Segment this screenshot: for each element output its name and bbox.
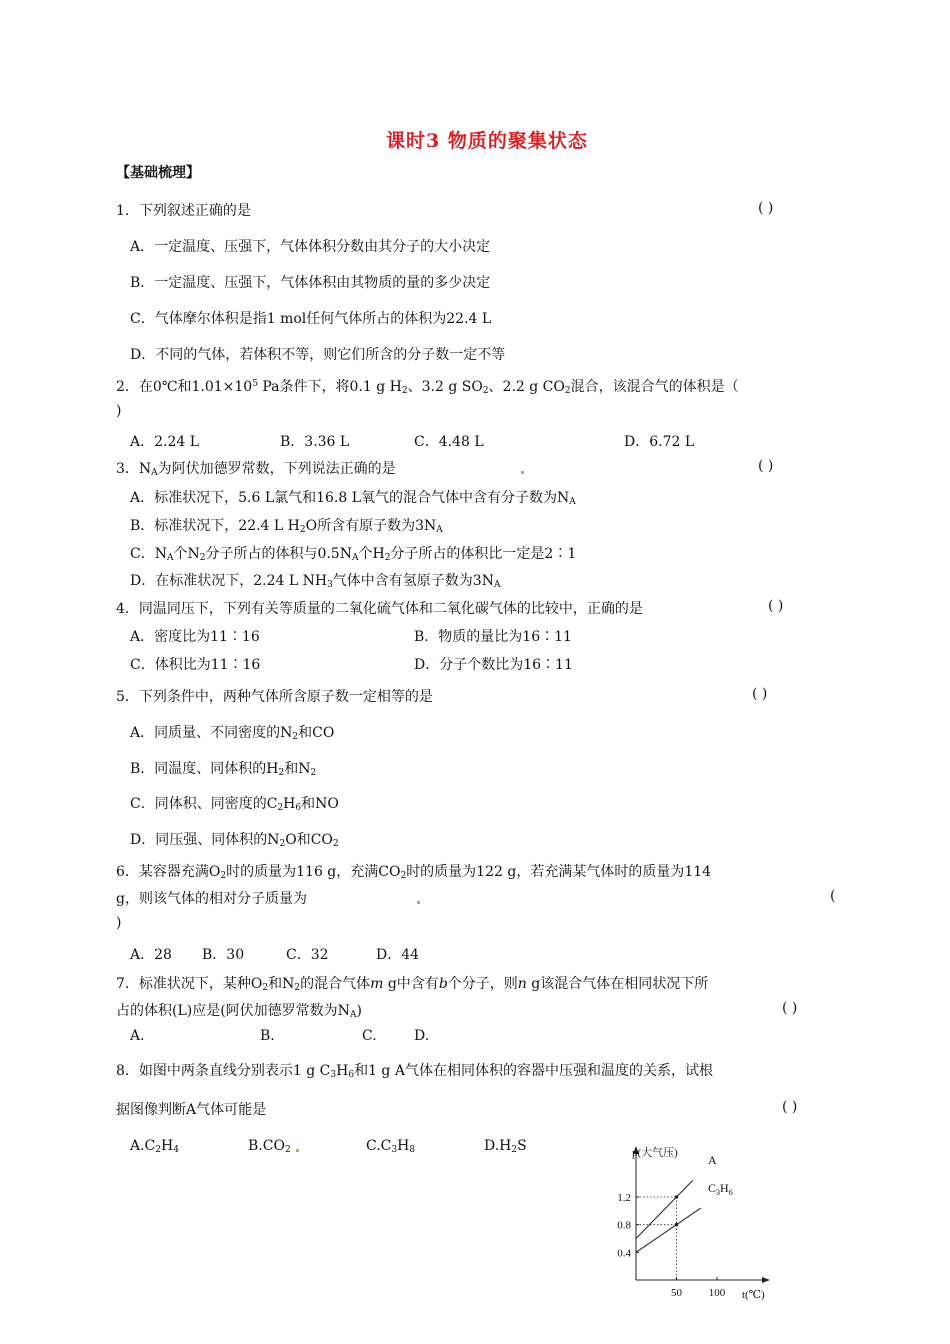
question-4-option-d: D．分子个数比为16∶11: [414, 657, 573, 673]
question-2-stem: 2．在0℃和$1.01\times 10^5$ Pa条件下，将0.1 g $H_2$、3.2 g $SO_2$、2.2 g $CO_2$混合，该混合气的体积是（: [116, 379, 739, 396]
question-5-option-c: C．同体积、同密度的$C_2H_6$和NO: [130, 796, 339, 813]
series-label-c3h6: $C_3H_6$: [708, 1181, 733, 1197]
question-3-option-d: D．在标准状况下，2.24 L $NH_3$气体中含有氢原子数为$3N_A$: [130, 573, 501, 590]
question-2-option-a: A．2.24 L: [130, 434, 200, 450]
question-1-option-c: C．气体摩尔体积是指1 mol任何气体所占的体积为22.4 L: [130, 311, 492, 327]
y-tick-label: 0.4: [617, 1247, 631, 1260]
question-8-stem-line2: 据图像判断A气体可能是: [116, 1102, 267, 1118]
question-7-option-d: D.: [414, 1028, 430, 1044]
stray-mark: [417, 901, 420, 904]
question-4-stem: 4．同温同压下，下列有关等质量的二氧化硫气体和二氧化碳气体的比较中，正确的是: [116, 601, 643, 617]
x-axis-label: t(℃): [742, 1289, 765, 1301]
question-5-stem: 5．下列条件中，两种气体所含原子数一定相等的是: [116, 689, 433, 705]
y-tick-label: 0.8: [617, 1219, 631, 1232]
question-1-option-b: B．一定温度、压强下，气体体积由其物质的量的多少决定: [130, 275, 491, 291]
question-7-stem-line2: 占的体积(L)应是(阿伏加德罗常数为$N_A$): [116, 1003, 362, 1020]
y-tick-label: 1.2: [617, 1192, 631, 1204]
question-8-option-d: $D.H_2S$: [484, 1138, 527, 1155]
question-1-stem: 1．下列叙述正确的是: [116, 203, 251, 219]
question-1-option-d: D．不同的气体，若体积不等，则它们所含的分子数一定不等: [130, 347, 506, 363]
y-axis-label: p(大气压): [632, 1147, 678, 1159]
question-2-option-d: D．6.72 L: [624, 434, 695, 450]
pressure-temperature-chart: [600, 1136, 780, 1304]
question-4-option-a: A．密度比为11∶16: [130, 629, 260, 645]
question-7-option-c: C.: [362, 1028, 377, 1044]
series-label-a: A: [708, 1153, 717, 1167]
question-6-stem-line2: g，则该气体的相对分子质量为: [116, 891, 307, 907]
stray-mark: [521, 471, 524, 474]
question-1-option-a: A．一定温度、压强下，气体体积分数由其分子的大小决定: [130, 239, 491, 255]
question-6-answer-open: (: [830, 888, 836, 904]
x-tick-label: 50: [671, 1287, 682, 1299]
question-3-option-c: C．$N_A$个$N_2$分子所占的体积与$0.5N_A$个$H_2$分子所占的体积比一定是2∶1: [130, 546, 577, 563]
x-tick-label: 100: [708, 1287, 726, 1299]
question-6-option-b: B．30: [202, 947, 245, 963]
page-title: 课时3 物质的聚集状态: [386, 130, 588, 152]
question-7-option-a: A.: [130, 1028, 145, 1044]
question-6-option-a: A．28: [130, 947, 172, 963]
question-6-stem: 6．某容器充满$O_2$时的质量为116 g，充满$CO_2$时的质量为122 g，若充满某气体时的质量为114: [116, 864, 712, 881]
question-2-stem-line2: ): [116, 403, 122, 419]
question-8-stem: 8．如图中两条直线分别表示1 g $C_3H_6$和1 g A气体在相同体积的容器中压强和温度的关系，试根: [116, 1063, 713, 1080]
question-6-option-d: D．44: [376, 947, 420, 963]
question-3-answer-blank: ( ): [758, 458, 774, 474]
question-3-stem: 3．$N_A$为阿伏加德罗常数，下列说法正确的是: [116, 461, 396, 478]
question-8-option-a: $A.C_2H_4$: [130, 1138, 179, 1155]
series-point-a: [675, 1195, 679, 1199]
question-1-answer-blank: ( ): [758, 200, 774, 216]
section-heading: 【基础梳理】: [116, 165, 200, 181]
question-4-option-b: B．物质的量比为16∶11: [414, 629, 572, 645]
stray-mark: [296, 1149, 299, 1152]
question-5-option-d: D．同压强、同体积的$N_2O$和$CO_2$: [130, 832, 339, 849]
question-4-answer-blank: ( ): [768, 598, 784, 614]
question-7-answer-blank: ( ): [782, 1000, 798, 1016]
question-8-answer-blank: ( ): [782, 1099, 798, 1115]
question-6-answer-close: ): [116, 915, 122, 931]
question-8-option-b: $B.CO_2$: [248, 1138, 291, 1155]
question-5-option-b: B．同温度、同体积的$H_2$和$N_2$: [130, 761, 317, 778]
question-6-option-c: C．32: [286, 947, 329, 963]
question-3-option-a: A．标准状况下，5.6 L氯气和16.8 L氧气的混合气体中含有分子数为$N_A$: [130, 490, 576, 507]
question-7-option-b: B.: [260, 1028, 275, 1044]
question-2-option-b: B．3.36 L: [280, 434, 350, 450]
question-7-stem: 7．标准状况下，某种$O_2$和$N_2$的混合气体m g中含有b个分子，则n g该混合气体在相同状况下所: [116, 976, 709, 993]
question-3-option-b: B．标准状况下，22.4 L $H_2O$所含有原子数为$3N_A$: [130, 518, 443, 535]
question-8-option-c: $C.C_3H_8$: [366, 1138, 416, 1155]
series-line-c3h6: [636, 1208, 701, 1252]
series-point-c3h6: [675, 1223, 679, 1227]
question-2-option-c: C．4.48 L: [414, 434, 484, 450]
x-axis-arrow: [762, 1277, 770, 1283]
question-5-option-a: A．同质量、不同密度的$N_2$和CO: [130, 725, 335, 742]
question-5-answer-blank: ( ): [752, 686, 768, 702]
series-line-a: [636, 1180, 693, 1238]
question-4-option-c: C．体积比为11∶16: [130, 657, 261, 673]
